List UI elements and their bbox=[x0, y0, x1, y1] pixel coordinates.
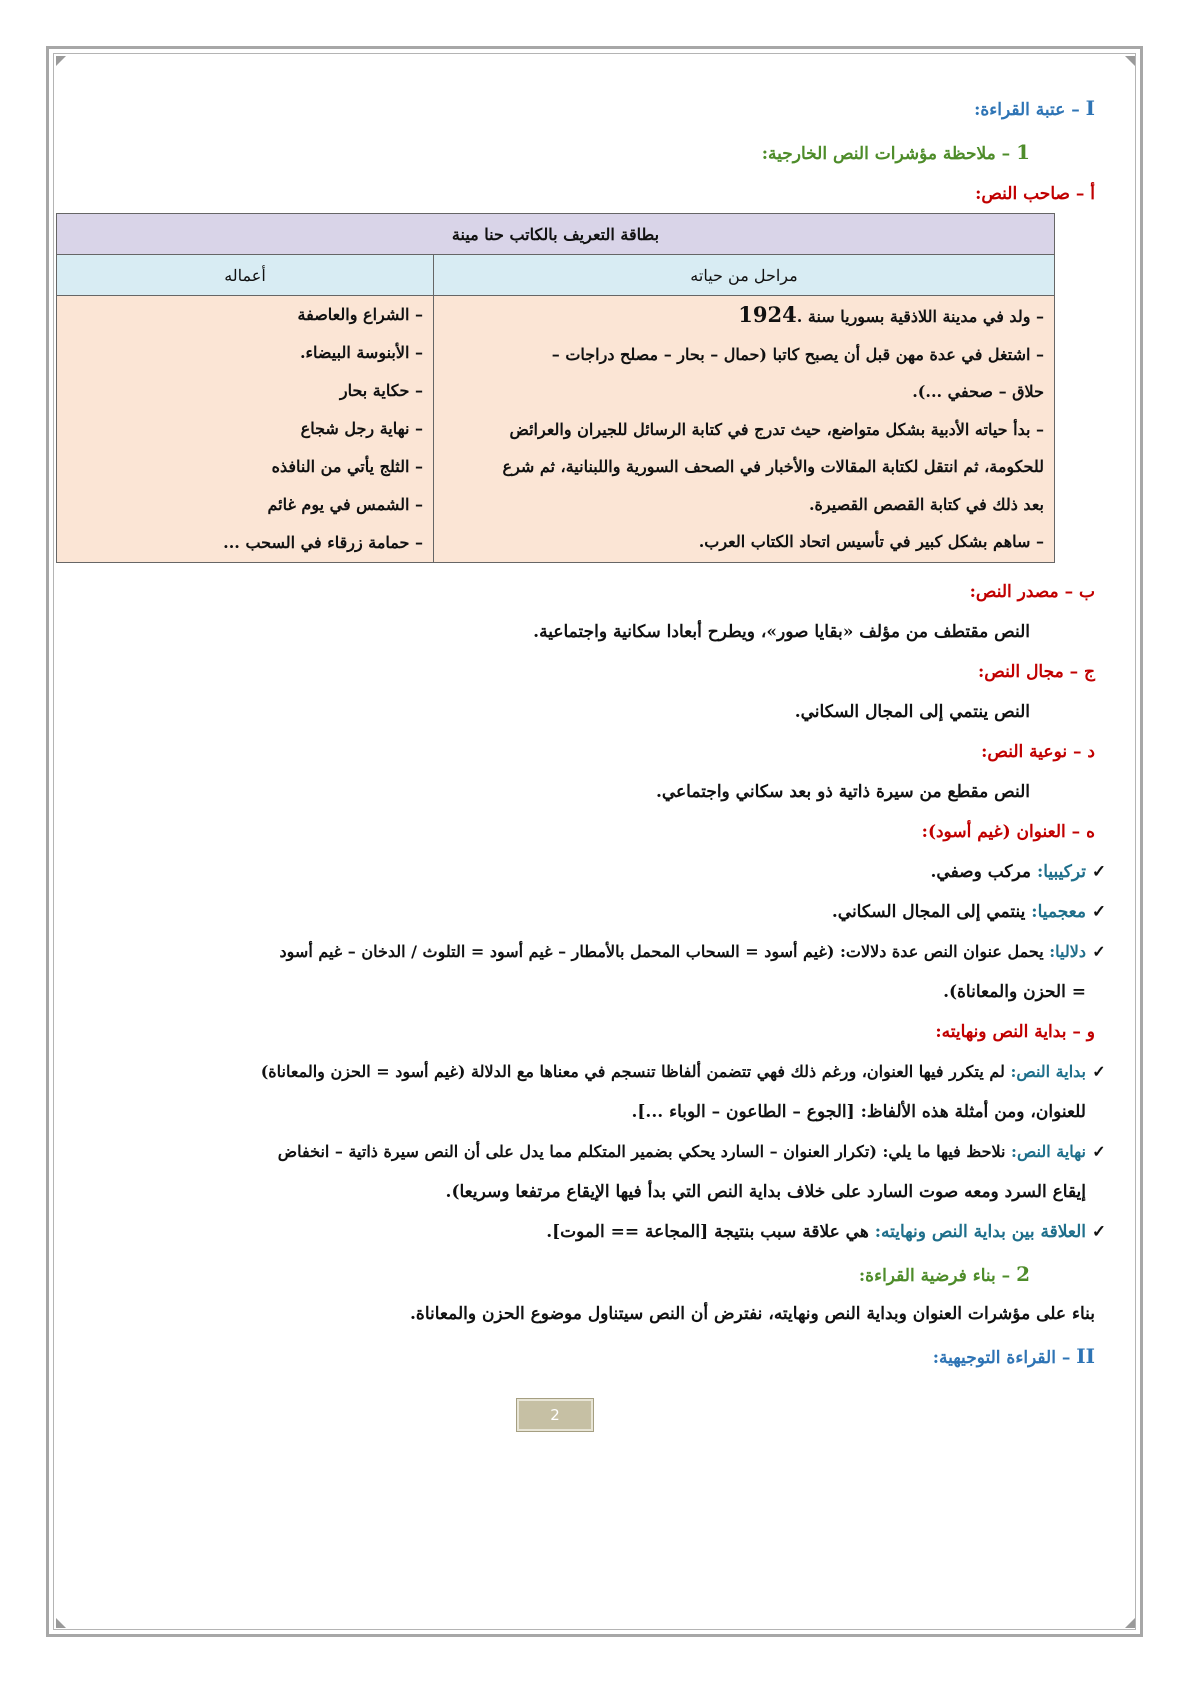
field-text: النص ينتمي إلى المجال السكاني. bbox=[794, 702, 1030, 722]
life-line: بعد ذلك في كتابة القصص القصيرة. bbox=[808, 494, 1044, 514]
life-line: – ولد في مدينة اللاذقية بسوريا سنة .1924 bbox=[738, 302, 1044, 327]
heading-section-1-2 bbox=[60, 1262, 1030, 1286]
section-number: 1 bbox=[1016, 140, 1030, 164]
list-item-continuation: للعنوان، ومن أمثلة هذه الألفاظ: [الجوع – الطاعون – الوباء ...]. bbox=[631, 1102, 1086, 1122]
life-line: – اشتغل في عدة مهن قبل أن يصبح كاتبا (حمال – بحار – مصلح دراجات – bbox=[551, 344, 1044, 364]
list-item: ✓العلاقة بين بداية النص ونهايته: هي علاقة سبب بنتيجة [المجاعة == الموت]. bbox=[60, 1222, 1112, 1242]
check-mark-icon: ✓ bbox=[1092, 942, 1106, 961]
heading-section-1 bbox=[60, 96, 1095, 120]
card-column-works: أعماله bbox=[57, 255, 434, 296]
check-mark-icon: ✓ bbox=[1091, 902, 1107, 922]
corner-ornament bbox=[1125, 1618, 1135, 1628]
heading-begin-end: و – بداية النص ونهايته: bbox=[935, 1022, 1095, 1042]
card-column-life: مراحل من حياته bbox=[434, 255, 1055, 296]
work-item: – نهاية رجل شجاع bbox=[300, 419, 423, 438]
section-title: – بناء فرضية القراءة: bbox=[858, 1266, 1017, 1286]
corner-ornament bbox=[1125, 56, 1135, 66]
work-item: – حمامة زرقاء في السحب ... bbox=[223, 533, 423, 552]
work-item: – الشمس في يوم غائم bbox=[267, 495, 423, 514]
check-mark-icon: ✓ bbox=[1092, 1062, 1106, 1081]
heading-type: د – نوعية النص: bbox=[981, 742, 1095, 762]
heading-title: ه – العنوان (غيم أسود): bbox=[921, 822, 1095, 842]
heading-section-1-1 bbox=[60, 140, 1030, 164]
section-title: – عتبة القراءة: bbox=[974, 100, 1086, 120]
section-title: – ملاحظة مؤشرات النص الخارجية: bbox=[761, 144, 1017, 164]
corner-ornament bbox=[56, 56, 66, 66]
list-item-continuation: = الحزن والمعاناة). bbox=[943, 982, 1086, 1002]
work-item: – حكاية بحار bbox=[339, 381, 423, 400]
card-title: بطاقة التعريف بالكاتب حنا مينة bbox=[57, 214, 1055, 255]
list-item: ✓دلاليا: يحمل عنوان النص عدة دلالات: (غيم أسود = السحاب المحمل بالأمطار – غيم أسود = التلوث / الدخان – غيم أسود bbox=[60, 942, 1112, 961]
work-item: – الثلج يأتي من النافذه bbox=[271, 457, 423, 476]
work-item: – الشراع والعاصفة bbox=[297, 305, 423, 324]
heading-source: ب – مصدر النص: bbox=[969, 582, 1095, 602]
page-number: 2 bbox=[517, 1399, 593, 1431]
life-line: للحكومة، ثم انتقل لكتابة المقالات والأخبار في الصحف السورية واللبنانية، ثم شرع bbox=[502, 457, 1044, 476]
life-line: – بدأ حياته الأدبية بشكل متواضع، حيث تدرج في كتابة الرسائل للجيران والعرائض bbox=[509, 419, 1044, 439]
list-item: ✓نهاية النص: نلاحظ فيها ما يلي: (تكرار العنوان – السارد يحكي بضمير المتكلم مما يدل على أن النص سيرة ذاتية – انخفاض bbox=[60, 1142, 1112, 1161]
life-line: حلاق – صحفي ...). bbox=[912, 382, 1044, 401]
hypothesis-text: بناء على مؤشرات العنوان وبداية النص ونهايته، نفترض أن النص سيتناول موضوع الحزن والمعاناة. bbox=[410, 1304, 1095, 1324]
list-item: ✓معجميا: ينتمي إلى المجال السكاني. bbox=[60, 902, 1112, 922]
section-number: II bbox=[1076, 1344, 1095, 1368]
heading-section-2 bbox=[60, 1344, 1095, 1368]
heading-field: ج – مجال النص: bbox=[978, 662, 1095, 682]
type-text: النص مقطع من سيرة ذاتية ذو بعد سكاني واجتماعي. bbox=[655, 782, 1030, 802]
list-item: ✓تركيبيا: مركب وصفي. bbox=[60, 862, 1112, 882]
check-mark-icon: ✓ bbox=[1091, 862, 1107, 882]
source-text: النص مقتطف من مؤلف «بقايا صور»، ويطرح أبعادا سكانية واجتماعية. bbox=[533, 622, 1030, 642]
author-card-table bbox=[56, 213, 1055, 563]
section-number: I bbox=[1085, 96, 1095, 120]
work-item: – الأبنوسة البيضاء. bbox=[299, 343, 423, 362]
list-item: ✓بداية النص: لم يتكرر فيها العنوان، ورغم ذلك فهي تتضمن ألفاظا تنسجم في معناها مع الدلالة (غيم أسود = الحزن والمعاناة) bbox=[60, 1062, 1112, 1081]
life-line: – ساهم بشكل كبير في تأسيس اتحاد الكتاب العرب. bbox=[698, 532, 1044, 551]
section-title: – القراءة التوجيهية: bbox=[932, 1348, 1077, 1368]
section-number: 2 bbox=[1016, 1262, 1030, 1286]
heading-author: أ – صاحب النص: bbox=[975, 184, 1095, 204]
corner-ornament bbox=[56, 1618, 66, 1628]
list-item-continuation: إيقاع السرد ومعه صوت السارد على خلاف بداية النص التي بدأ فيها الإيقاع مرتفعا وسريعا). bbox=[445, 1182, 1086, 1202]
card-life-cell bbox=[434, 296, 1055, 563]
birth-year: 1924 bbox=[738, 302, 797, 327]
check-mark-icon: ✓ bbox=[1091, 1222, 1107, 1242]
card-works-cell bbox=[57, 296, 434, 563]
check-mark-icon: ✓ bbox=[1092, 1142, 1106, 1161]
